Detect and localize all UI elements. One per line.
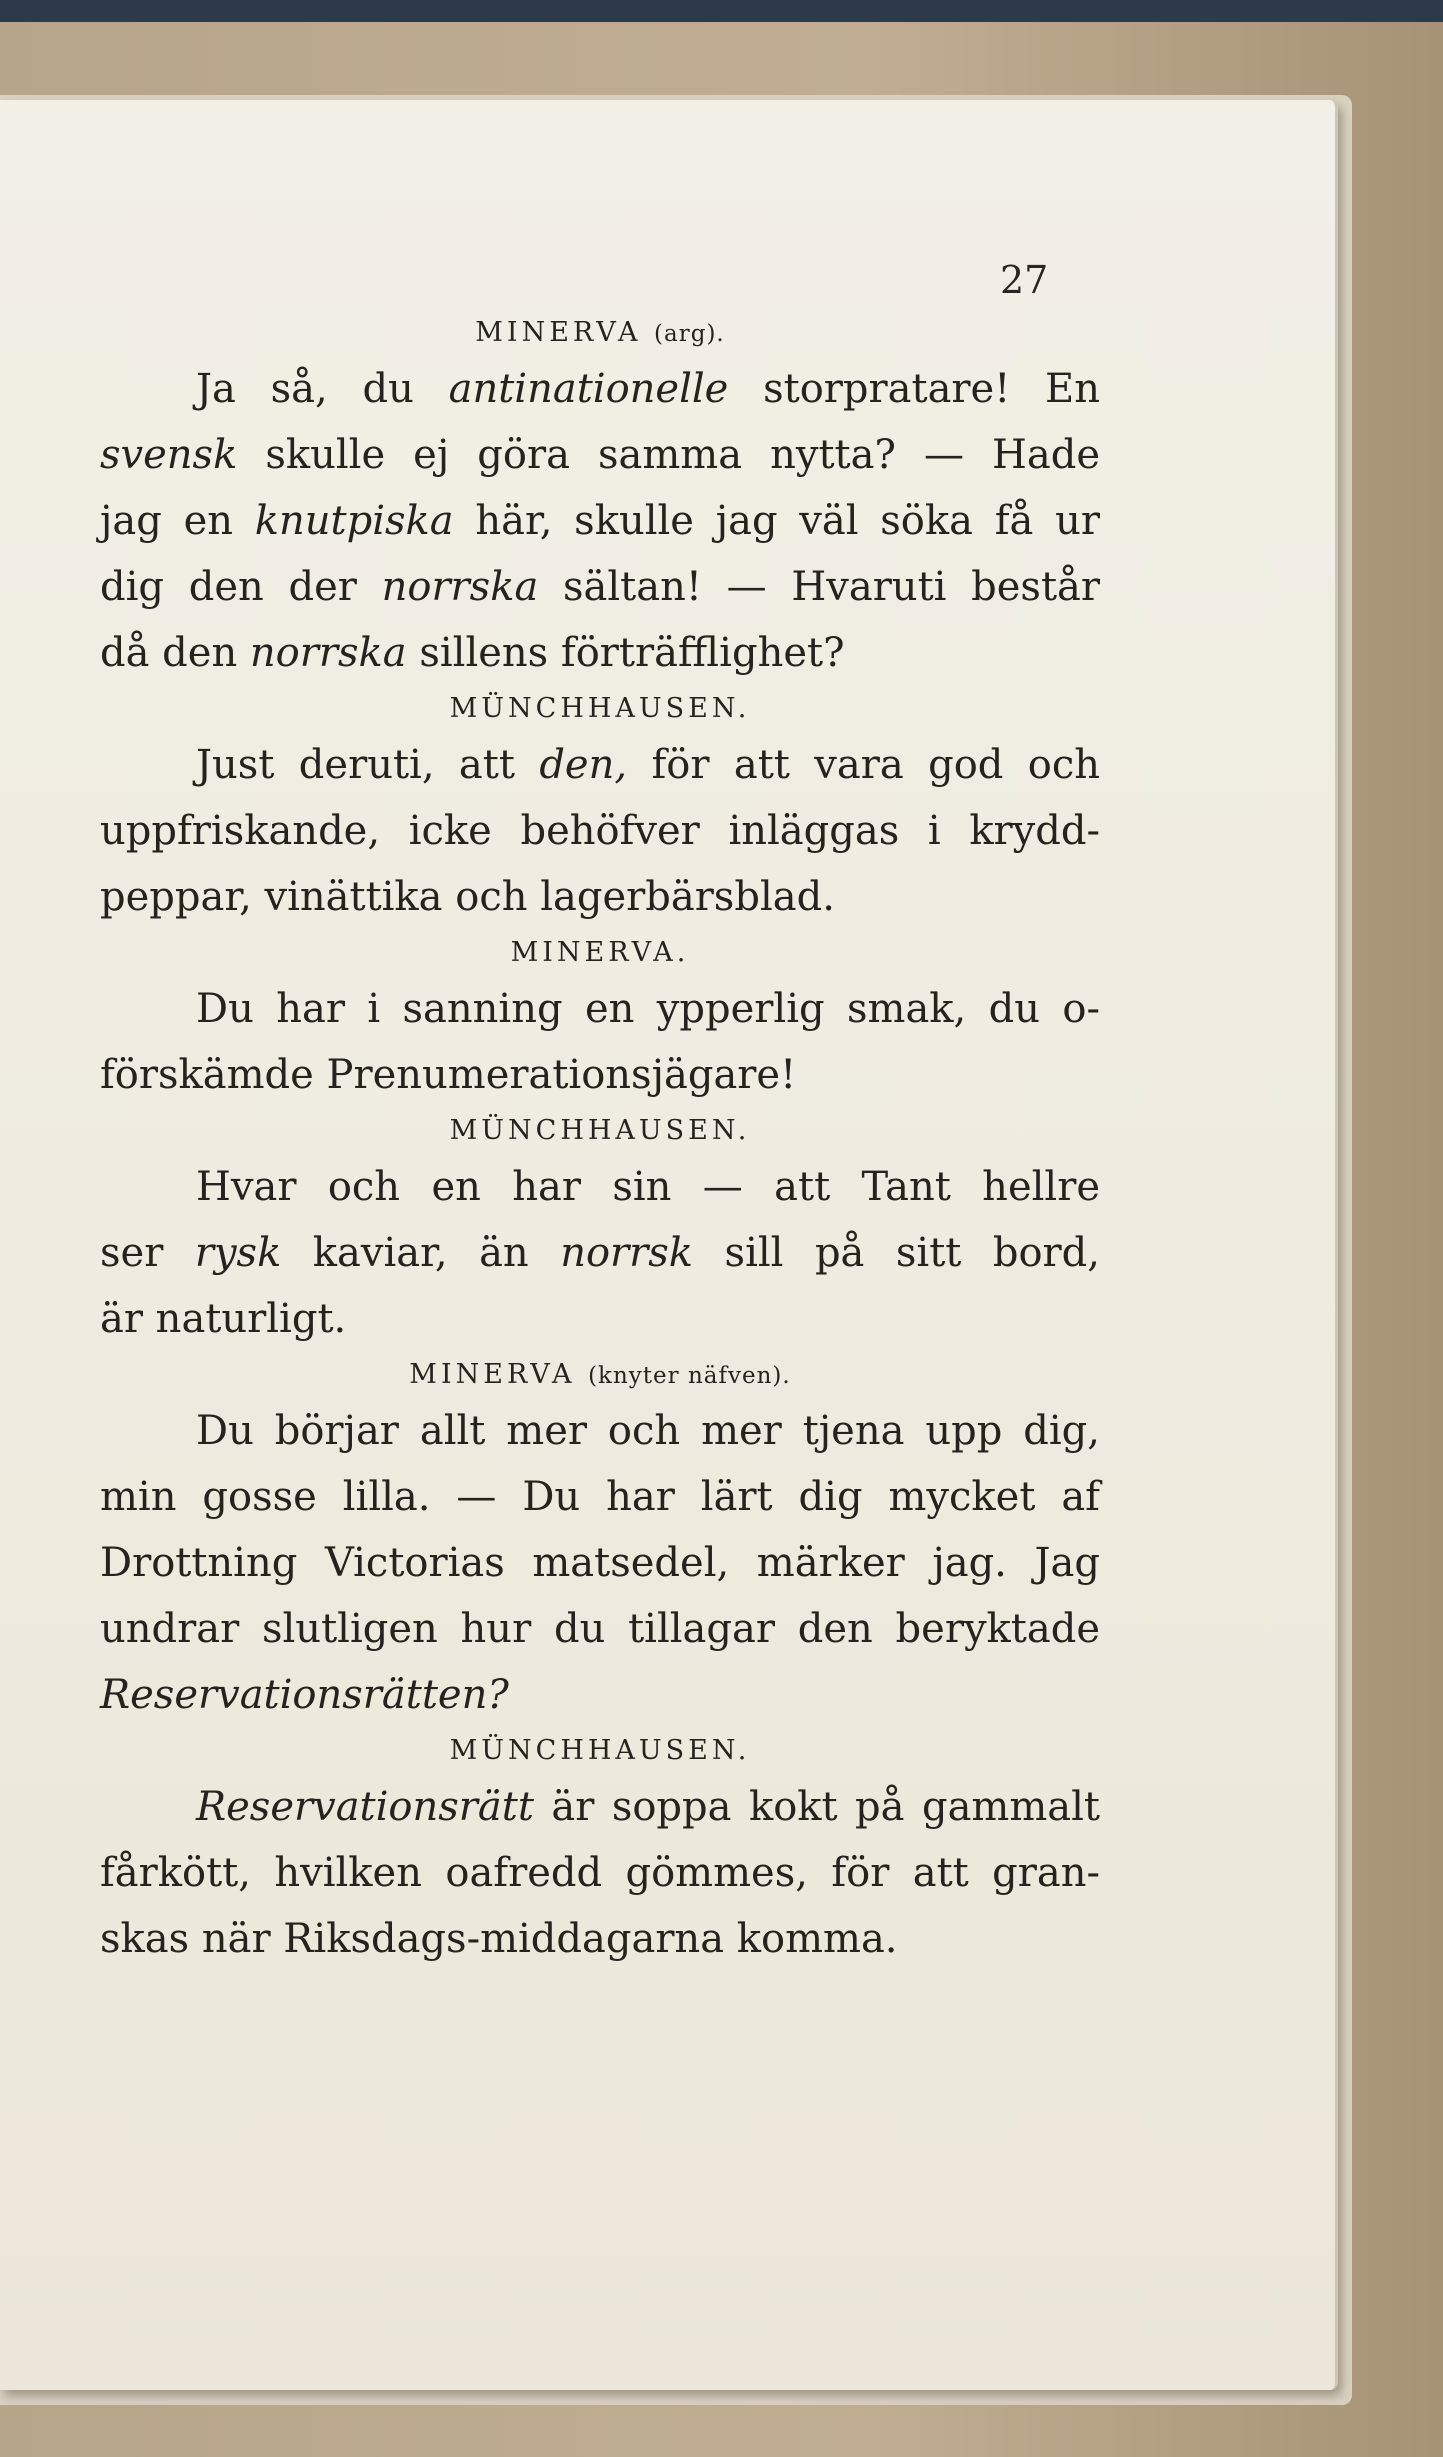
text-line [100, 1774, 1100, 1840]
speaker-name: MÜNCHHAUSEN. [449, 1735, 751, 1766]
text-segment: här, skulle jag väl söka få ur [453, 498, 1100, 544]
text-line [100, 620, 1100, 686]
text-line [100, 798, 1100, 864]
text-segment: dig den der [100, 564, 382, 610]
text-line [100, 554, 1100, 620]
stage-direction: (knyter näfven). [588, 1363, 791, 1389]
text-line [100, 1286, 1100, 1352]
text-segment: storpratare! En [728, 366, 1101, 412]
text-segment: Du har i sanning en ypperlig smak, du o- [196, 986, 1100, 1032]
speaker-heading [100, 1728, 1100, 1774]
italic-segment: svensk [100, 432, 238, 478]
text-segment: Du börjar allt mer och mer tjena upp dig, [196, 1408, 1100, 1454]
text-line [100, 488, 1100, 554]
italic-segment: norrska [249, 630, 407, 676]
text-segment: Hvar och en har sin — att Tant hellre [196, 1164, 1100, 1210]
speaker-heading [100, 686, 1100, 732]
italic-segment: norrsk [560, 1230, 694, 1276]
text-segment: jag en [100, 498, 255, 544]
speaker-heading [100, 310, 1100, 356]
text-line [100, 1398, 1100, 1464]
text-segment: Drottning Victorias matsedel, märker jag. Jag [100, 1540, 1100, 1586]
text-line [100, 422, 1100, 488]
dialogue-text [100, 310, 1100, 1972]
speaker-name: MINERVA [475, 317, 642, 348]
text-segment: sillens förträfflighet? [406, 630, 845, 676]
text-line [100, 1840, 1100, 1906]
text-segment: uppfriskande, icke behöfver inläggas i krydd- [100, 808, 1100, 854]
text-segment: skulle ej göra samma nytta? — Hade [237, 432, 1100, 478]
italic-segment: den, [539, 742, 628, 788]
text-segment: för att vara god och [627, 742, 1101, 788]
text-line [100, 1530, 1100, 1596]
text-line [100, 732, 1100, 798]
page-number: 27 [1000, 258, 1049, 302]
text-segment: peppar, vinättika och lagerbärsblad. [100, 874, 835, 920]
text-segment: sill på sitt bord, [693, 1230, 1100, 1276]
text-segment: undrar slutligen hur du tillagar den beryktade [100, 1606, 1100, 1652]
speaker-name: MINERVA [409, 1359, 576, 1390]
text-segment: då den [100, 630, 250, 676]
text-segment: är soppa kokt på gammalt [533, 1784, 1100, 1830]
italic-segment: Reservationsrätt [196, 1784, 534, 1830]
text-line [100, 1906, 1100, 1972]
italic-segment: rysk [194, 1230, 282, 1276]
text-segment: ser [100, 1230, 195, 1276]
speaker-heading [100, 1108, 1100, 1154]
italic-segment: Reservationsrätten? [100, 1672, 509, 1718]
text-line [100, 864, 1100, 930]
text-segment: fårkött, hvilken oafredd gömmes, för att gran- [100, 1850, 1100, 1896]
text-line [100, 1220, 1100, 1286]
text-segment: kaviar, än [281, 1230, 561, 1276]
text-segment: förskämde Prenumerationsjägare! [100, 1052, 797, 1098]
italic-segment: norrska [381, 564, 539, 610]
speaker-heading [100, 930, 1100, 976]
text-line [100, 1596, 1100, 1662]
text-line [100, 1042, 1100, 1108]
text-segment: Just deruti, att [196, 742, 540, 788]
speaker-heading [100, 1352, 1100, 1398]
text-line [100, 1662, 1100, 1728]
italic-segment: knutpiska [254, 498, 454, 544]
text-segment: Ja så, du [196, 366, 449, 412]
text-line [100, 976, 1100, 1042]
text-line [100, 1154, 1100, 1220]
text-line [100, 1464, 1100, 1530]
text-segment: min gosse lilla. — Du har lärt dig mycket af [100, 1474, 1100, 1520]
text-segment: är naturligt. [100, 1296, 347, 1342]
speaker-name: MÜNCHHAUSEN. [449, 1115, 751, 1146]
text-segment: skas när Riksdags-middagarna komma. [100, 1916, 898, 1962]
stage-direction: (arg). [654, 321, 725, 347]
speaker-name: MINERVA. [510, 937, 690, 968]
text-segment: sältan! — Hvaruti består [538, 564, 1100, 610]
speaker-name: MÜNCHHAUSEN. [449, 693, 751, 724]
text-line [100, 356, 1100, 422]
italic-segment: antinationelle [448, 366, 729, 412]
